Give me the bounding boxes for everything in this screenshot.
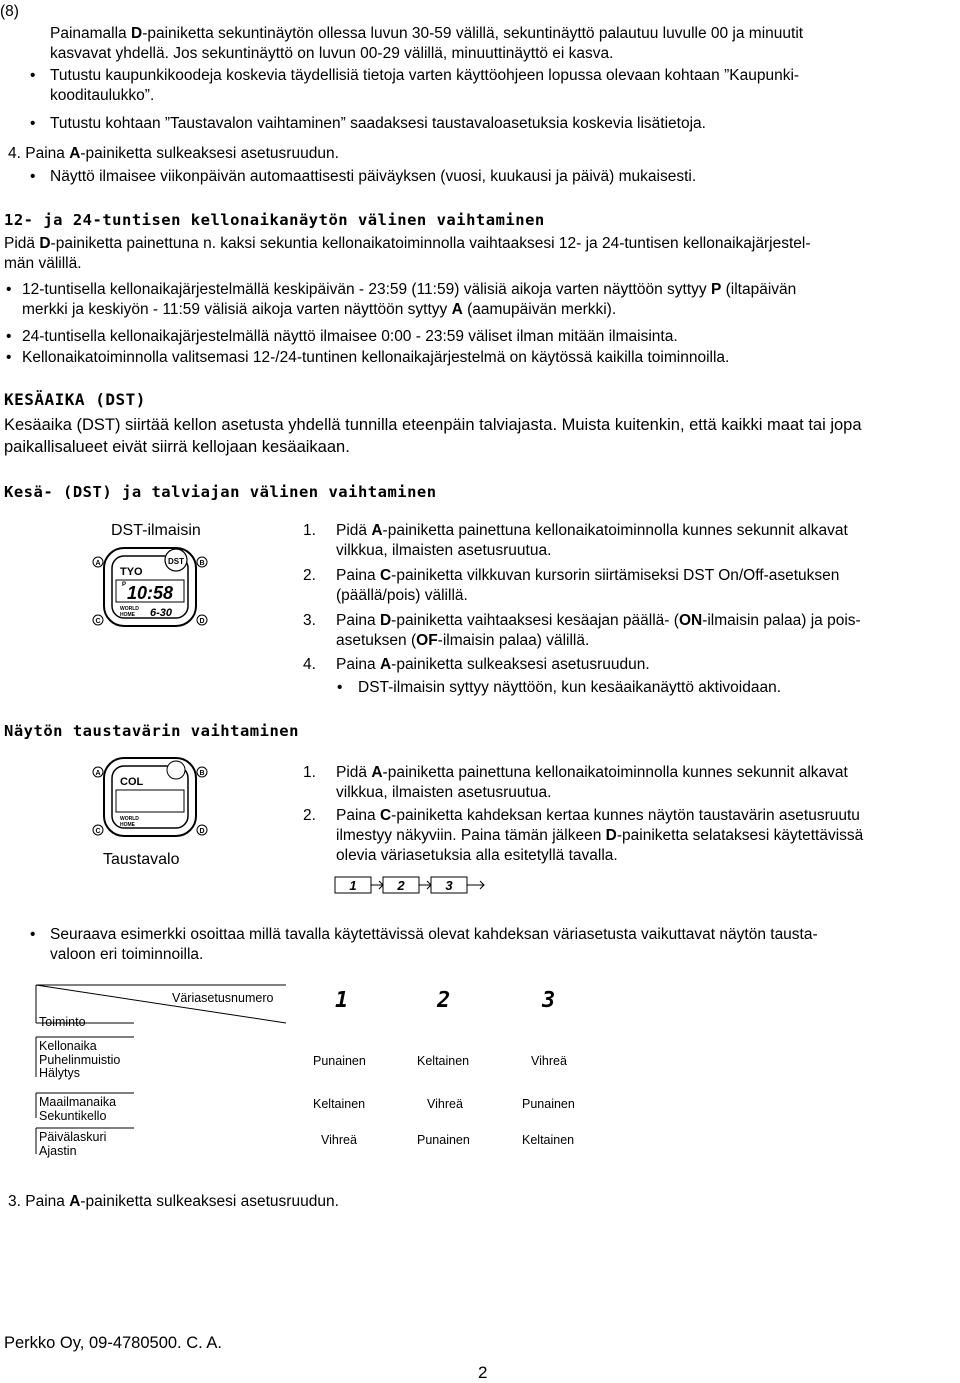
text: 12-tuntisella kellonaikajärjestelmällä keskipäivän - 23:59 (11:59) välisiä aikoja varten näyttöön syttyy bbox=[22, 281, 711, 298]
text: paikallisalueet eivät siirrä kellojaan kesäaikaan. bbox=[4, 438, 350, 456]
table-cell: Punainen bbox=[417, 1133, 470, 1147]
key-label: A bbox=[69, 1193, 81, 1210]
backlight-bullet bbox=[50, 925, 818, 965]
dst-step-4 bbox=[336, 655, 650, 675]
text: kasvavat yhdellä. Jos sekuntinäyttö on luvun 00-29 välillä, minuuttinäyttö ei kasva. bbox=[50, 45, 614, 62]
text: Paina bbox=[336, 567, 380, 584]
text: -painiketta sekuntinäytön ollessa luvun 30-59 välillä, sekuntinäyttö palautuu luvulle 00 ja minuutit bbox=[142, 25, 804, 42]
dst-step-3-number: 3. bbox=[303, 612, 316, 629]
dst-indicator-text: DST bbox=[168, 557, 184, 566]
header-left-label: Toiminto bbox=[39, 1015, 86, 1029]
dst-watch-illustration bbox=[92, 542, 208, 632]
text: -painiketta painettuna kellonaikatoiminnolla kunnes sekunnit alkavat bbox=[382, 522, 848, 539]
dst-step-2 bbox=[336, 566, 839, 606]
text: olevia väriasetuksia alla esitetyllä tavalla. bbox=[336, 847, 618, 864]
text: -painiketta painettuna kellonaikatoiminnolla kunnes sekunnit alkavat bbox=[382, 764, 848, 781]
column-number-1: 1 bbox=[335, 988, 349, 1013]
mode-name: Puhelinmuistio bbox=[39, 1052, 121, 1067]
text: Pidä bbox=[336, 522, 372, 539]
watch-button-c bbox=[93, 615, 103, 625]
hour-format-bullet-3: Kellonaikatoiminnolla valitsemasi 12-/24-tuntinen kellonaikajärjestelmä on käytössä kaikilla toiminnoilla. bbox=[22, 349, 730, 366]
button-label: B bbox=[199, 560, 205, 567]
watch-bottom-text: 6-30 bbox=[150, 607, 173, 619]
key-label: D bbox=[39, 235, 51, 252]
section-heading-dst: KESÄAIKA (DST) bbox=[4, 390, 146, 409]
intro-paragraph bbox=[50, 24, 803, 64]
mode-name: Ajastin bbox=[39, 1143, 77, 1158]
table-cell: Punainen bbox=[522, 1097, 575, 1111]
mode-name: Päivälaskuri bbox=[39, 1130, 107, 1144]
table-row-3-modes bbox=[39, 1131, 106, 1158]
footer-company: Perkko Oy, 09-4780500. C. A. bbox=[4, 1334, 222, 1352]
backlight-step-2 bbox=[336, 806, 863, 866]
text: -painiketta vilkkuvan kursorin siirtämiseksi DST On/Off-asetuksen bbox=[391, 567, 840, 584]
button-label: A bbox=[95, 770, 101, 777]
watch-top-text: COL bbox=[120, 776, 144, 788]
color-table bbox=[30, 983, 610, 1161]
world-label: WORLD bbox=[120, 606, 139, 612]
intro-bullet-2: Tutustu kohtaan ”Taustavalon vaihtaminen” saadaksesi taustavaloasetuksia koskevia lisätietoja. bbox=[50, 115, 706, 132]
text: män välillä. bbox=[4, 255, 82, 272]
text: -painiketta sulkeaksesi asetusruudun. bbox=[80, 1193, 339, 1210]
table-cell: Keltainen bbox=[417, 1054, 470, 1068]
key-label: C bbox=[379, 567, 392, 584]
key-label: A bbox=[371, 522, 383, 539]
key-label: A bbox=[69, 145, 81, 162]
mode-name: Maailmanaika bbox=[39, 1095, 117, 1109]
text: Paina bbox=[336, 656, 380, 673]
text: (päällä/pois) välillä. bbox=[336, 587, 468, 604]
text: 3. Paina bbox=[8, 1193, 70, 1210]
header-top-label: Väriasetusnumero bbox=[172, 991, 274, 1005]
page-label: (8) bbox=[0, 3, 19, 20]
backlight-step-1 bbox=[336, 763, 848, 803]
home-label: HOME bbox=[120, 822, 135, 828]
cycle-number: 3 bbox=[445, 878, 453, 893]
text: asetuksen ( bbox=[336, 632, 417, 649]
bullet-icon: • bbox=[30, 168, 36, 185]
text: Pidä bbox=[336, 764, 372, 781]
text: vilkkua, ilmaisten asetusruutua. bbox=[336, 542, 552, 559]
key-label: C bbox=[379, 807, 392, 824]
home-label: HOME bbox=[120, 612, 135, 618]
world-label: WORLD bbox=[120, 816, 139, 822]
bullet-icon: • bbox=[337, 679, 343, 696]
mode-name: Sekuntikello bbox=[39, 1108, 107, 1123]
dst-step-4-bullet: DST-ilmaisin syttyy näyttöön, kun kesäaikanäyttö aktivoidaan. bbox=[358, 679, 782, 696]
arrow-right-icon bbox=[467, 881, 484, 889]
arrow-right-icon bbox=[371, 881, 383, 889]
key-label: D bbox=[605, 827, 617, 844]
text: -painiketta selataksesi käytettävissä bbox=[616, 827, 864, 844]
button-label: D bbox=[199, 828, 205, 835]
table-cell: Vihreä bbox=[531, 1054, 567, 1068]
text: 4. Paina bbox=[8, 145, 70, 162]
hour-format-bullet-2: 24-tuntisella kellonaikajärjestelmällä näyttö ilmaisee 0:00 - 23:59 väliset ilman mitään ilmaisinta. bbox=[22, 328, 678, 345]
text: -painiketta kahdeksan kertaa kunnes näytön taustavärin asetusruutu bbox=[391, 807, 860, 824]
button-label: C bbox=[95, 828, 101, 835]
bullet-icon: • bbox=[30, 926, 36, 943]
column-number-2: 2 bbox=[437, 988, 451, 1013]
text: Seuraava esimerkki osoittaa millä tavalla käytettävissä olevat kahdeksan väriasetusta vaikuttavat näytön tausta- bbox=[50, 926, 818, 943]
text: -painiketta vaihtaaksesi kesäajan päällä- ( bbox=[391, 612, 679, 629]
watch-button-d bbox=[197, 825, 207, 835]
hour-format-bullet-1 bbox=[22, 280, 796, 320]
key-label: D bbox=[131, 25, 143, 42]
text: merkki ja keskiyön - 11:59 välisiä aikoja varten näyttöön syttyy bbox=[22, 301, 452, 318]
cycle-number: 2 bbox=[397, 878, 405, 893]
button-label: D bbox=[199, 618, 205, 625]
text: ilmestyy näkyviin. Paina tämän jälkeen bbox=[336, 827, 606, 844]
key-label: A bbox=[379, 656, 392, 673]
table-cell: Punainen bbox=[313, 1054, 366, 1068]
bullet-icon: • bbox=[6, 349, 12, 366]
page-number: 2 bbox=[478, 1363, 488, 1382]
key-label: D bbox=[379, 612, 392, 629]
table-cell: Keltainen bbox=[522, 1133, 575, 1147]
bullet-icon: • bbox=[30, 67, 36, 84]
figure-caption-dst: DST-ilmaisin bbox=[111, 522, 201, 539]
text: Kesäaika (DST) siirtää kellon asetusta yhdellä tunnilla eteenpäin talviajasta. Muista kuitenkin, että kaikki maat tai jopa bbox=[4, 416, 862, 434]
table-row-2-modes bbox=[39, 1096, 116, 1123]
final-step bbox=[8, 1192, 339, 1212]
column-number-3: 3 bbox=[542, 988, 556, 1013]
bullet-icon: • bbox=[6, 328, 12, 345]
on-indicator-label: ON bbox=[678, 612, 703, 629]
text: vilkkua, ilmaisten asetusruutua. bbox=[336, 784, 552, 801]
watch-button-d bbox=[197, 615, 207, 625]
watch-button-b bbox=[197, 557, 207, 567]
text: Painamalla bbox=[50, 25, 131, 42]
text: Tutustu kaupunkikoodeja koskevia täydellisiä tietoja varten käyttöohjeen lopussa olevaan kohtaan ”Kaupunki- bbox=[50, 67, 800, 84]
backlight-step-2-number: 2. bbox=[303, 807, 316, 824]
bullet-icon: • bbox=[30, 115, 36, 132]
section-heading-dst-switch: Kesä- (DST) ja talviajan välinen vaihtaminen bbox=[4, 483, 437, 501]
text: Paina bbox=[336, 807, 380, 824]
cycle-number: 1 bbox=[349, 878, 357, 893]
intro-bullet-1 bbox=[50, 66, 799, 106]
mode-name: Hälytys bbox=[39, 1066, 80, 1080]
text: valoon eri toiminnoilla. bbox=[50, 946, 204, 963]
table-cell: Keltainen bbox=[313, 1097, 366, 1111]
watch-button-c bbox=[93, 825, 103, 835]
table-row-1-modes bbox=[39, 1040, 120, 1081]
text: (aamupäivän merkki). bbox=[462, 301, 617, 318]
hour-format-paragraph bbox=[4, 234, 810, 274]
text: Paina bbox=[336, 612, 380, 629]
text: (iltapäivän bbox=[721, 281, 797, 298]
dst-step-3 bbox=[336, 611, 861, 651]
watch-button-a bbox=[93, 557, 103, 567]
bullet-icon: • bbox=[6, 281, 12, 298]
text: -painiketta painettuna n. kaksi sekuntia kellonaikatoiminnolla vaihtaaksesi 12- ja 24-tuntisen kellonaikajärjestel- bbox=[50, 235, 811, 252]
watch-button-b bbox=[197, 767, 207, 777]
button-label: B bbox=[199, 770, 205, 777]
intro-bullet-3: Näyttö ilmaisee viikonpäivän automaattisesti päiväyksen (vuosi, kuukausi ja päivä) mukaisesti. bbox=[50, 168, 697, 185]
dst-step-4-number: 4. bbox=[303, 656, 316, 673]
text: -painiketta sulkeaksesi asetusruudun. bbox=[80, 145, 339, 162]
section-heading-backlight: Näytön taustavärin vaihtaminen bbox=[4, 722, 299, 740]
arrow-right-icon bbox=[419, 881, 431, 889]
text: -painiketta sulkeaksesi asetusruudun. bbox=[391, 656, 650, 673]
backlight-watch-illustration bbox=[92, 752, 208, 842]
section-heading-hour-format: 12- ja 24-tuntisen kellonaikanäytön välinen vaihtaminen bbox=[4, 211, 545, 229]
off-indicator-label: OF bbox=[416, 632, 438, 649]
dst-paragraph bbox=[4, 414, 862, 458]
figure-caption-backlight: Taustavalo bbox=[103, 851, 180, 868]
dst-step-1 bbox=[336, 521, 848, 561]
key-label: P bbox=[710, 281, 722, 298]
backlight-step-1-number: 1. bbox=[303, 764, 316, 781]
text: -ilmaisin palaa) ja pois- bbox=[702, 612, 861, 629]
mode-name: Kellonaika bbox=[39, 1039, 97, 1053]
dst-step-1-number: 1. bbox=[303, 522, 316, 539]
step-4 bbox=[8, 144, 339, 164]
watch-display bbox=[116, 790, 184, 812]
text: kooditaulukko”. bbox=[50, 87, 155, 104]
watch-top-text: TYO bbox=[120, 566, 143, 578]
watch-time-text: 10:58 bbox=[126, 583, 174, 603]
button-label: A bbox=[95, 560, 101, 567]
button-label: C bbox=[95, 618, 101, 625]
table-cell: Vihreä bbox=[427, 1097, 463, 1111]
indicator-circle bbox=[167, 761, 185, 779]
dst-step-2-number: 2. bbox=[303, 567, 316, 584]
key-label: A bbox=[371, 764, 383, 781]
text: Pidä bbox=[4, 235, 40, 252]
text: -ilmaisin palaa) välillä. bbox=[437, 632, 590, 649]
pm-indicator: P bbox=[122, 582, 127, 588]
table-cell: Vihreä bbox=[321, 1133, 357, 1147]
watch-button-a bbox=[93, 767, 103, 777]
key-label: A bbox=[451, 301, 463, 318]
color-cycle-diagram bbox=[334, 874, 490, 896]
